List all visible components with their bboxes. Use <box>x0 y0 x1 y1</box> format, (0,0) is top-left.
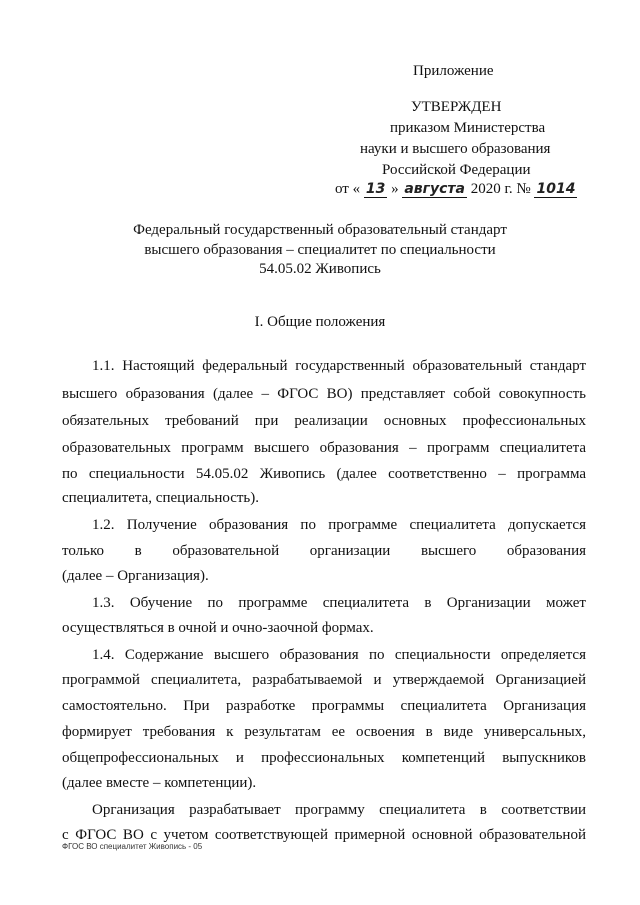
body-line: (далее вместе – компетенции). <box>62 775 257 791</box>
standard-title-line-2: высшего образования – специалитет по специальности <box>144 242 496 258</box>
month-field <box>402 181 467 198</box>
body-line: 1.2. Получение образования по программе специалитета допускается <box>92 517 586 533</box>
body-line: осуществляться в очной и очно-заочной формах. <box>62 620 374 636</box>
date-prefix: от « <box>335 181 361 197</box>
standard-title-line-3: 54.05.02 Живопись <box>259 261 381 277</box>
number-handwritten: 1014 <box>536 181 576 197</box>
body-line: (далее – Организация). <box>62 568 209 584</box>
body-line: высшего образования (далее – ФГОС ВО) представляет собой совокупность <box>62 386 586 402</box>
month-handwritten: августа <box>404 181 465 197</box>
appendix-label: Приложение <box>413 63 494 79</box>
body-line: Организация разрабатывает программу специалитета в соответствии <box>92 802 586 818</box>
section-heading: I. Общие положения <box>254 314 386 330</box>
body-line: образовательных программ высшего образования – программ специалитета <box>62 440 586 456</box>
approved-label: УТВЕРЖДЕН <box>411 99 502 115</box>
body-line: общепрофессиональных и профессиональных компетенций выпускников <box>62 750 586 766</box>
body-line: самостоятельно. При разработке программы специалитета Организация <box>62 698 586 714</box>
body-line: формирует требования к результатам ее освоения в виде универсальных, <box>62 724 586 740</box>
page-footer: ФГОС ВО специалитет Живопись - 05 <box>62 842 203 851</box>
body-line: 1.3. Обучение по программе специалитета в Организации может <box>92 595 586 611</box>
year-number-label: 2020 г. № <box>470 181 531 197</box>
body-line: только в образовательной организации высшего образования <box>62 543 586 559</box>
number-field <box>534 181 577 198</box>
body-line: обязательных требований при реализации основных профессиональных <box>62 413 586 429</box>
order-date-line <box>335 180 577 198</box>
standard-title-line-1: Федеральный государственный образовательный стандарт <box>133 222 507 238</box>
approval-line-3: Российской Федерации <box>382 162 531 178</box>
day-field <box>364 181 387 198</box>
body-line: с ФГОС ВО с учетом соответствующей примерной основной образовательной <box>62 827 586 843</box>
body-line: 1.4. Содержание высшего образования по специальности определяется <box>92 647 586 663</box>
approval-line-2: науки и высшего образования <box>360 141 551 157</box>
body-line: программой специалитета, разрабатываемой и утверждаемой Организацией <box>62 672 586 688</box>
date-mid: » <box>391 181 399 197</box>
body-line: по специальности 54.05.02 Живопись (далее соответственно – программа <box>62 466 586 482</box>
day-handwritten: 13 <box>365 181 386 197</box>
body-line: специалитета, специальность). <box>62 490 260 506</box>
body-line: 1.1. Настоящий федеральный государственный образовательный стандарт <box>92 358 586 374</box>
approval-line-1: приказом Министерства <box>390 120 546 136</box>
